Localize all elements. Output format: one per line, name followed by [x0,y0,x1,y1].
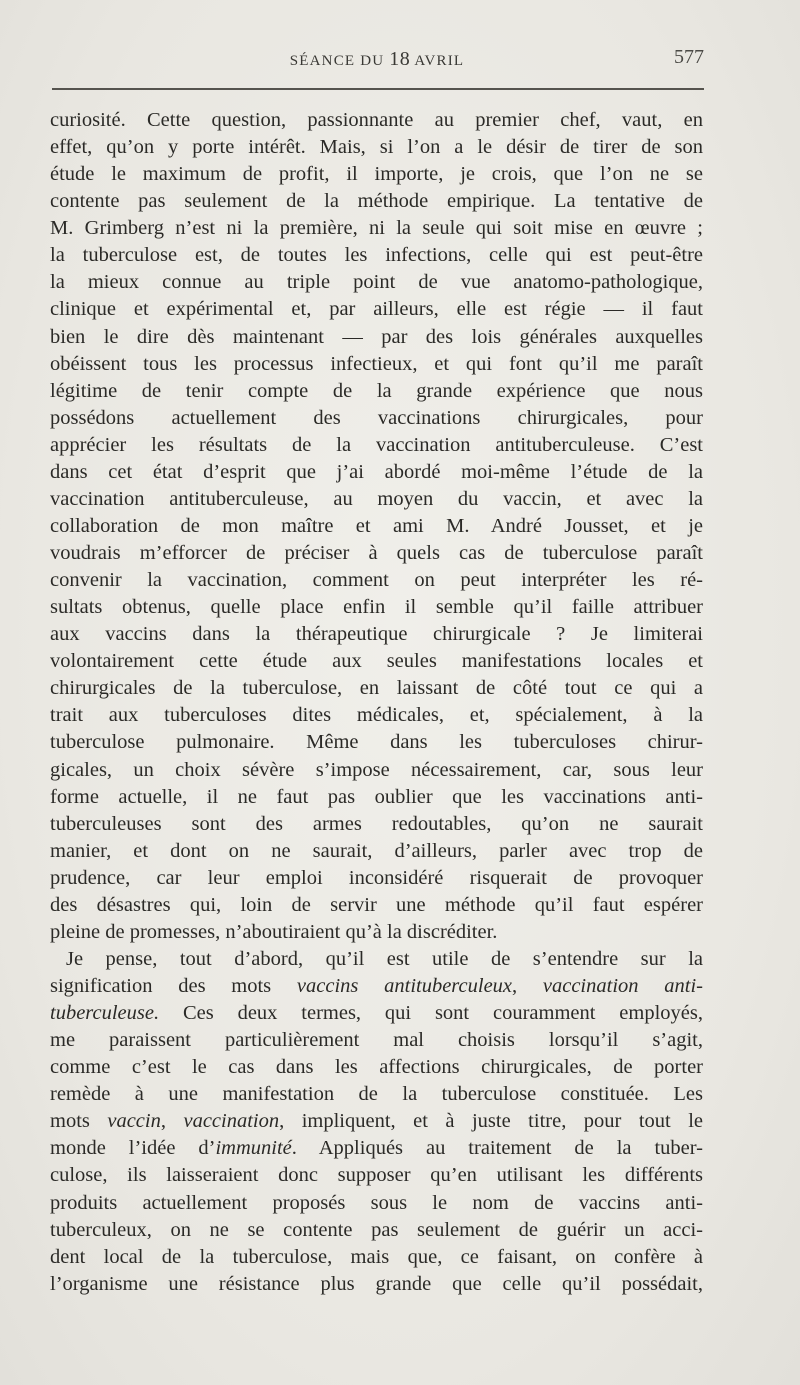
text-run: M. Grimberg n’est ni la première, ni la seule qui soit mise en œuvre ; [50,217,703,240]
text-line [50,215,703,242]
text-run: , impliquent, et à juste titre, pour tout le [279,1110,704,1133]
text-run: tuberculeux, on ne se contente pas seulement de guérir un acci- [50,1218,703,1241]
body-text [50,107,703,1298]
text-run: gicales, un choix sévère s’impose nécessairement, car, sous leur [50,758,703,781]
text-run: me paraissent particulièrement mal choisis lorsqu’il s’agit, [50,1029,703,1052]
text-run: dans cet état d’esprit que j’ai abordé moi-même l’étude de la [50,460,703,483]
text-run: signification des mots [50,975,297,997]
text-line [50,188,703,215]
text-line [50,1054,703,1081]
text-line [50,134,703,161]
text-line [50,865,703,892]
text-run: possédons actuellement des vaccinations chirurgicales, pour [50,406,703,429]
text-line [50,1217,703,1244]
header-rule [52,88,704,90]
text-run: collaboration de mon maître et ami M. André Jousset, et je [50,514,703,537]
text-line [50,107,703,134]
italic-text: tuberculeuse. [50,1002,160,1025]
text-line [50,161,703,188]
text-run: , [160,1110,184,1133]
text-line [50,838,703,865]
text-line [50,594,703,621]
text-line [50,1081,703,1108]
text-run: mots [50,1110,108,1133]
text-line [50,1135,703,1162]
text-run: produits actuellement proposés sous le nom de vaccins anti- [50,1191,703,1214]
text-run: légitime de tenir compte de la grande expérience que nous [50,379,703,402]
text-run: convenir la vaccination, comment on peut interpréter les ré- [50,569,703,592]
italic-text: vaccination [183,1110,280,1133]
text-line [50,459,703,486]
text-run: Je pense, tout d’abord, qu’il est utile de s’entendre sur la [66,947,703,970]
text-run: prudence, car leur emploi inconsidéré risquerait de provoquer [50,866,703,889]
text-run: des désastres qui, loin de servir une méthode qu’il faut espérer [50,893,703,916]
running-title [50,48,704,71]
text-line [50,675,703,702]
text-line [50,973,703,1000]
text-run: bien le dire dès maintenant — par des lois générales auxquelles [50,325,703,348]
text-run: culose, ils laisseraient donc supposer qu’en utilisant les différents [50,1164,703,1187]
text-line [50,1027,703,1054]
text-run: tuberculeuses sont des armes redoutables, qu’on ne saurait [50,812,703,835]
text-run: tuberculose pulmonaire. Même dans les tuberculoses chirur- [50,731,703,754]
italic-text: vaccin [107,1110,161,1133]
text-line [50,296,703,323]
text-run: monde l’idée d’ [50,1137,216,1160]
running-title-date: 18 [389,48,411,70]
running-head [50,44,704,74]
italic-text: immunité [215,1137,292,1160]
text-run: l’organisme une résistance plus grande que celle qu’il possédait, [50,1272,703,1295]
text-line [50,1162,703,1189]
text-run: étude le maximum de profit, il importe, je crois, que l’on ne se [50,163,703,186]
text-line [50,648,703,675]
text-line [50,432,703,459]
text-line [50,1244,703,1271]
text-run: comme c’est le cas dans les affections chirurgicales, de porter [50,1056,703,1079]
text-run: la mieux connue au triple point de vue anatomo-pathologique, [50,271,703,294]
text-line [50,811,703,838]
text-run: . Appliqués au traitement de la tuber- [291,1137,703,1160]
text-run: pleine de promesses, n’aboutiraient qu’à la discréditer. [50,920,498,943]
text-run: apprécier les résultats de la vaccination antituberculeuse. C’est [50,433,703,456]
text-line [50,946,703,973]
text-run: remède à une manifestation de la tuberculose constituée. Les [50,1083,703,1106]
text-run: Ces deux termes, qui sont couramment employés, [159,1002,703,1025]
text-line [50,567,703,594]
italic-text: vaccins antituberculeux [296,975,513,997]
text-line [50,621,703,648]
text-run: vaccination antituberculeuse, au moyen du vaccin, et avec la [50,487,703,510]
text-run: manier, et dont on ne saurait, d’ailleurs, parler avec trop de [50,839,703,862]
text-line [50,513,703,540]
text-line [50,784,703,811]
text-run: voudrais m’efforcer de préciser à quels cas de tuberculose paraît [50,542,703,564]
text-run: effet, qu’on y porte intérêt. Mais, si l’on a le désir de tirer de son [50,136,703,159]
text-line [50,919,703,946]
text-line [50,378,703,405]
running-title-post: AVRIL [410,53,465,69]
text-line [50,702,703,729]
text-run: clinique et expérimental et, par ailleurs, elle est régie — il faut [50,298,703,321]
text-line [50,324,703,351]
text-run: obéissent tous les processus infectieux, et qui font qu’il me paraît [50,352,703,375]
text-line [50,757,703,784]
text-line [50,1000,703,1027]
text-run: , [512,975,543,997]
text-run: forme actuelle, il ne faut pas oublier que les vaccinations anti- [50,785,703,808]
text-line [50,1108,703,1135]
text-line [50,486,703,513]
text-line [50,729,703,756]
text-run: la tuberculose est, de toutes les infections, celle qui est peut-être [50,244,703,267]
running-title-pre: SÉANCE DU [289,53,390,69]
text-line [50,242,703,269]
text-line [50,540,703,567]
text-run: chirurgicales de la tuberculose, en laissant de côté tout ce qui a [50,677,703,700]
text-run: trait aux tuberculoses dites médicales, et, spécialement, à la [50,704,703,727]
text-run: sultats obtenus, quelle place enfin il semble qu’il faille attribuer [50,596,703,619]
page-number: 577 [674,46,704,68]
italic-text: vaccination anti- [542,975,703,997]
text-line [50,351,703,378]
text-run: contente pas seulement de la méthode empirique. La tentative de [50,190,703,213]
text-line [50,269,703,296]
text-line [50,1271,703,1298]
text-run: dent local de la tuberculose, mais que, ce faisant, on confère à [50,1245,703,1268]
text-line [50,892,703,919]
text-run: curiosité. Cette question, passionnante au premier chef, vaut, en [50,109,703,131]
text-line [50,1190,703,1217]
text-line [50,405,703,432]
text-run: volontairement cette étude aux seules manifestations locales et [50,650,703,673]
text-run: aux vaccins dans la thérapeutique chirurgicale ? Je limiterai [50,623,703,646]
